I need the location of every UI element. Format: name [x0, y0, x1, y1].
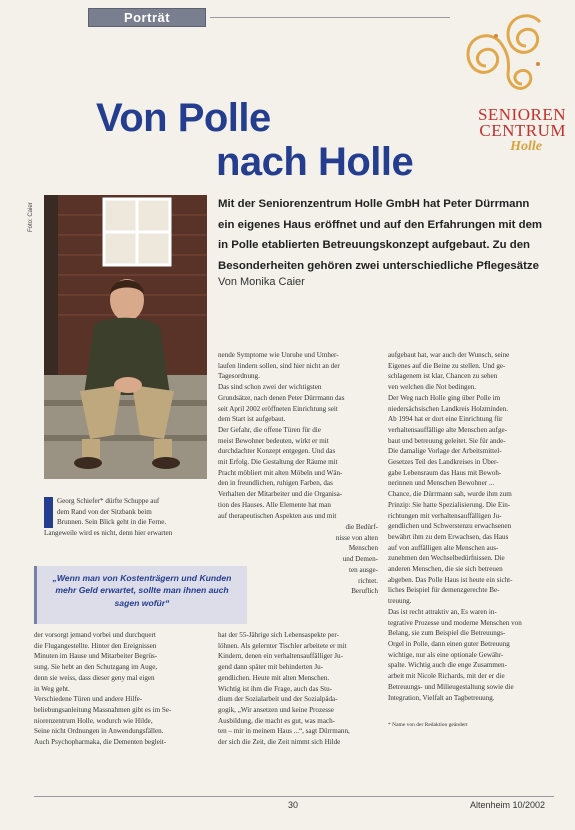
text-line: Der Gefahr, die offene Türen für die: [218, 425, 321, 434]
column-1-bottom: [34, 630, 210, 748]
text-line: Orgel in Polle, dann einen guter Betreuung: [388, 639, 510, 648]
portrait-illustration: [44, 195, 207, 479]
text-line: arbeit mit Nicole Richards, mit der er die: [388, 672, 505, 681]
text-line: gendlichen und Schwerstenzu erwachsenen: [388, 522, 512, 531]
text-line: laufen lindern sollen, sind hier nicht an der: [218, 361, 340, 370]
text-line: tion des Hauses. Alle Elemente hat man: [218, 500, 331, 509]
footnote: * Name von der Redaktion geändert: [388, 722, 468, 728]
headline-line-1: Von Polle: [96, 96, 271, 140]
headline-line-2: nach Holle: [216, 140, 414, 184]
text-line: verhaltensauffällige alte Menschen aufge-: [388, 425, 508, 434]
text-line: dem Rand von der Sitzbank beim: [57, 507, 152, 516]
text-line: Die damalige Vorlage der Arbeitsmittel-: [388, 447, 502, 456]
text-line: gend dann später mit behinderten Ju-: [218, 663, 323, 672]
text-line: mit Erfolg. Die Gestaltung der Räume mit: [218, 458, 338, 467]
text-line: Pracht möbliert mit alten Möbeln und Wän-: [218, 468, 343, 477]
text-line: der vorsorgt jemand vorbei und durchquert: [34, 631, 156, 639]
text-line: Belang, sie zum Beispiel die Betreuungs-: [388, 629, 506, 638]
column-1-top: [57, 496, 206, 528]
text-line: hat der 55-Jährige sich Lebensaspekte per-: [218, 631, 339, 639]
footer-rule: [34, 796, 554, 797]
text-line: Georg Schiefer* dürfte Schuppe auf: [57, 497, 160, 505]
text-line: die Bedürf-: [345, 523, 378, 531]
text-line: Prinzip: Sie hatte Spezialisierung. Die Ein-: [388, 500, 511, 509]
section-label-text: Porträt: [123, 10, 171, 25]
pull-quote-text: „Wenn man von Kostenträgern und Kunden mehr Geld erwartet, sollte man ihnen auch sagen wofür“: [52, 573, 232, 608]
text-line: den in freundlichen, ruhigen Farben, das: [218, 479, 333, 488]
column-2-narrow: [318, 522, 378, 597]
lead-line: Mit der Seniorenzentrum Holle GmbH hat Peter Dürrmann: [218, 198, 530, 210]
pull-quote: [34, 566, 247, 624]
lead-line: Besonderheiten gehören zwei unterschiedliche Pflegesätze: [218, 259, 539, 272]
text-line: seit April 2002 eröffneten Einrichtung seit: [218, 404, 338, 413]
text-line: niorenzentrum Holle, wodurch wie Hilde,: [34, 716, 153, 725]
text-line: ven welchen die Not bedingen.: [388, 383, 477, 392]
text-line: liches Beispiel für demenzgerechte Be-: [388, 586, 500, 595]
text-line: Minuten im Hause und Mitarbeiter Begrüs-: [34, 652, 158, 661]
text-line: Wichtig ist ihm die Frage, auch das Stu-: [218, 684, 332, 693]
text-line: die Flugangestellte. Hinter den Ereignissen: [34, 641, 157, 650]
text-line: Integration, Vielfalt an Tagbetreuung.: [388, 693, 495, 702]
header-rule: [210, 17, 450, 18]
text-line: der sich die Zeit, die Zeit nimmt sich Hilde: [218, 738, 341, 747]
photo-credit: Foto: Caier: [28, 202, 34, 232]
text-line: gabe Lebensraum das Haus mit Bewoh-: [388, 468, 502, 477]
logo-text-line1: SENIOREN: [477, 105, 566, 124]
portrait-photo: [44, 195, 207, 479]
text-line: tegrative Prozesse und moderne Menschen von: [388, 618, 522, 627]
text-line: niedersächsischen Landkreis Holzminden.: [388, 404, 508, 413]
text-line: Tagesordnung.: [218, 372, 260, 381]
text-line: Menschen: [348, 544, 378, 553]
text-line: ten ausge-: [349, 565, 378, 574]
text-line: Beruflich: [351, 587, 378, 596]
text-line: meist Bewohner bedeuten, wirkt er mit: [218, 436, 329, 445]
text-line: Ausbildung, die macht es gut, was mach-: [218, 716, 336, 725]
text-line: löhnen. Als gelernter Tischler arbeitete er mit: [218, 641, 347, 650]
text-line: richtungen mit verhaltensauffälligen Ju-: [388, 511, 502, 520]
column-2-bottom: [218, 630, 378, 748]
text-line: gogik, „Wir ansetzen und keine Prozesse: [218, 705, 334, 714]
text-line: gendlichen. Heute mit alten Menschen.: [218, 673, 330, 682]
text-line: Kindern, denen ein verhaltensauffälliger Ju-: [218, 652, 343, 661]
drop-cap-bar: [44, 497, 53, 528]
page-number: 30: [288, 800, 299, 810]
text-line: auf von auffälligen alte Menschen aus-: [388, 543, 499, 552]
column-2-top: [218, 350, 378, 521]
text-line: denn sie weiss, dass dieser geny mal eigen: [34, 673, 155, 682]
text-line: Eigenes auf die Beine zu stellen. Und ge-: [388, 361, 506, 370]
lead-paragraph: [218, 194, 554, 276]
text-line: Das sind schon zwei der wichtigsten: [218, 383, 322, 392]
text-line: beliebungsanleitung Massnahmen gibt es im Se-: [34, 705, 172, 714]
logo-script: Holle: [510, 139, 542, 154]
section-label: [88, 8, 206, 27]
text-line: in Weg geht.: [34, 684, 70, 693]
text-line: Betreuungs- und Milieugestaltung sowie die: [388, 682, 514, 691]
text-line: Brunnen. Sein Blick geht in die Ferne.: [57, 518, 167, 527]
text-line: Langeweile wird es nicht, denn hier erwarten: [44, 529, 173, 537]
text-line: nende Symptome wie Unruhe und Umher-: [218, 351, 339, 359]
seniorenzentrum-logo: [456, 6, 566, 154]
spiral-logo-icon: [456, 6, 566, 102]
lead-line: ein eigenes Haus eröffnet und auf den Erfahrungen mit dem: [218, 218, 543, 231]
text-line: Verschiedene Türen und andere Hilfe-: [34, 695, 143, 704]
text-line: Auch Psychopharmaka, die Dementen begleit-: [34, 738, 167, 747]
text-line: Gesetzes Teil des Landkreises in Über-: [388, 458, 499, 467]
text-line: Seine nicht Ordnungen in Anwendungsfällen.: [34, 727, 164, 736]
text-line: Der Weg nach Holle ging über Polle im: [388, 393, 501, 402]
text-line: ten – mir in meinem Haus ...“, sagt Dürrmann,: [218, 727, 350, 736]
text-line: und Demen-: [342, 555, 378, 564]
text-line: nisse von alten: [335, 533, 378, 542]
text-line: bewährt ihm zu dem Erwachsen, das Haus: [388, 532, 509, 541]
text-line: Das ist recht attraktiv an, Es waren in-: [388, 607, 497, 616]
byline: Von Monika Caier: [218, 276, 305, 288]
column-1-top-cont: [44, 528, 208, 539]
text-line: dium der Sozialarbeit und der Sozialpäda-: [218, 695, 338, 704]
text-line: schlagenem ist klar, Chancen zu sehen: [388, 372, 498, 381]
issue-label: Altenheim 10/2002: [470, 800, 546, 810]
text-line: auf therapeutischen Aspekten aus und mit: [218, 511, 337, 520]
column-3: [388, 350, 548, 703]
text-line: Chance, die Dürrmann sah, wurde ihm zum: [388, 490, 512, 499]
text-line: spalte. Wichtig auch die enge Zusammen-: [388, 661, 507, 670]
text-line: durchdachter Konzept entgegen. Und das: [218, 447, 336, 456]
text-line: abgeben. Das Polle Haus ist heute ein sicht-: [388, 575, 513, 584]
text-line: zunehmen den Wechselbedürfnissen. Die: [388, 554, 505, 563]
text-line: anderen Menschen, die sie sich betreuen: [388, 565, 503, 574]
text-line: nerinnen und Menschen Bewohner ...: [388, 479, 495, 488]
text-line: richtet.: [358, 576, 378, 585]
text-line: Grundsätze, nach denen Peter Dürrmann das: [218, 393, 345, 402]
text-line: Ab 1994 hat er dort eine Einrichtung für: [388, 415, 503, 424]
text-line: wichtige, nur als eine optionale Gewähr-: [388, 650, 504, 659]
text-line: treuung.: [388, 597, 412, 606]
logo-text-line2: CENTRUM: [479, 121, 566, 140]
text-line: Verhalten der Mitarbeiter und die Organisa-: [218, 490, 343, 499]
text-line: baut und betreuung geleitet. Sie für ande-: [388, 436, 506, 445]
text-line: dem Start ist aufgebaut.: [218, 415, 286, 424]
text-line: sung. Sie hebt an den Schutzgang im Auge,: [34, 663, 158, 672]
lead-line: in Polle etablierten Betreuungskonzept aufgebaut. Zu den: [218, 239, 531, 251]
text-line: aufgebaut hat, war auch der Wunsch, seine: [388, 351, 510, 359]
